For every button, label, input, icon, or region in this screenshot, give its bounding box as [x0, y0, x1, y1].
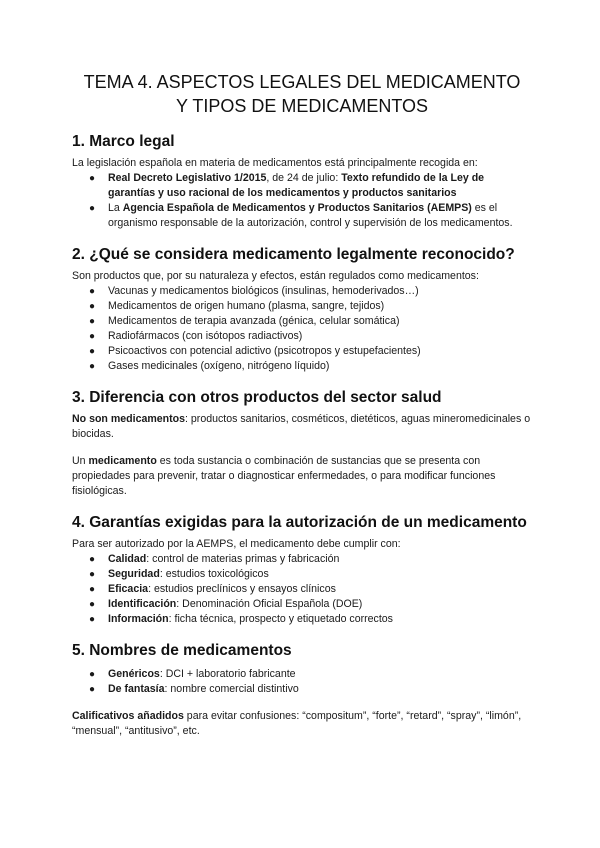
document-title [72, 70, 532, 118]
paragraph-text: : productos sanitarios, cosméticos, dietéticos, aguas mineromedicinales o biocidas. [72, 413, 531, 440]
section-heading: 4. Garantías exigidas para la autorización de un medicamento [72, 514, 527, 531]
item-bold-text: Identificación [108, 598, 177, 610]
item-text: , de 24 de julio: [266, 172, 342, 184]
item-bold-text: Genéricos [108, 668, 160, 680]
list-item [72, 201, 532, 231]
paragraph-text: Un [72, 455, 89, 467]
bullet-list [72, 284, 532, 374]
section-heading: 3. Diferencia con otros productos del sector salud [72, 389, 442, 406]
section-intro: Son productos que, por su naturaleza y efectos, están regulados como medicamentos: [72, 270, 479, 282]
section-nombres [72, 641, 532, 739]
item-bold-text: Información [108, 613, 169, 625]
section-medicamento-reconocido [72, 245, 532, 374]
section-marco-legal [72, 132, 532, 231]
bullet-list [72, 552, 532, 627]
bullet-icon: ● [89, 569, 96, 580]
bullet-icon: ● [89, 173, 96, 184]
bold-text: No son medicamentos [72, 413, 186, 425]
item-text: : DCI + laboratorio fabricante [159, 668, 296, 680]
bullet-list [72, 667, 532, 697]
bullet-icon: ● [89, 614, 96, 625]
item-bold-text: Calidad [108, 553, 147, 565]
list-item [72, 597, 532, 612]
item-text: : estudios toxicológicos [159, 568, 269, 580]
list-item [72, 667, 532, 682]
list-item [72, 171, 532, 201]
list-item [72, 582, 532, 597]
item-text: es el organismo responsable de la autorización, control y supervisión de los medicamentos. [108, 202, 513, 229]
list-item [72, 299, 532, 314]
list-item [72, 314, 532, 329]
item-bold-text: Real Decreto Legislativo 1/2015 [108, 172, 267, 184]
bullet-icon: ● [89, 669, 96, 680]
document-page [72, 70, 532, 753]
item-text: Medicamentos de terapia avanzada (génica, celular somática) [108, 315, 400, 327]
item-text: Gases medicinales (oxígeno, nitrógeno líquido) [108, 360, 330, 372]
paragraph-text: para evitar confusiones: “compositum”, “forte”, “retard”, “spray”, “limón”, “mensual”, “antitusivo”, etc. [72, 710, 522, 737]
bullet-icon: ● [89, 203, 96, 214]
item-text: Vacunas y medicamentos biológicos (insulinas, hemoderivados…) [108, 285, 419, 297]
bullet-icon: ● [89, 554, 96, 565]
title-line-1: TEMA 4. ASPECTOS LEGALES DEL MEDICAMENTO [83, 72, 521, 92]
item-text: Psicoactivos con potencial adictivo (psicotropos y estupefacientes) [108, 345, 421, 357]
paragraph [72, 454, 532, 499]
bullet-icon: ● [89, 584, 96, 595]
bullet-icon: ● [89, 301, 96, 312]
item-bold-text: Agencia Española de Medicamentos y Productos Sanitarios (AEMPS) [122, 202, 472, 214]
bold-text: Calificativos añadidos [72, 710, 184, 722]
list-item [72, 682, 532, 697]
section-heading: 2. ¿Qué se considera medicamento legalmente reconocido? [72, 246, 515, 263]
list-item [72, 359, 532, 374]
item-text: : Denominación Oficial Española (DOE) [176, 598, 363, 610]
paragraph [72, 412, 532, 442]
item-text: : estudios preclínicos y ensayos clínicos [148, 583, 336, 595]
item-text: : control de materias primas y fabricación [146, 553, 340, 565]
bullet-icon: ● [89, 684, 96, 695]
item-text: Radiofármacos (con isótopos radiactivos) [108, 330, 303, 342]
list-item [72, 329, 532, 344]
list-item [72, 612, 532, 627]
list-item [72, 344, 532, 359]
paragraph [72, 709, 532, 739]
bullet-list [72, 171, 532, 231]
section-diferencia [72, 388, 532, 499]
bullet-icon: ● [89, 286, 96, 297]
bold-text: medicamento [88, 455, 157, 467]
bullet-icon: ● [89, 361, 96, 372]
item-text: : nombre comercial distintivo [164, 683, 299, 695]
section-garantias [72, 513, 532, 627]
list-item [72, 567, 532, 582]
item-bold-text: Eficacia [108, 583, 149, 595]
section-intro: Para ser autorizado por la AEMPS, el medicamento debe cumplir con: [72, 538, 401, 550]
list-item [72, 552, 532, 567]
bullet-icon: ● [89, 346, 96, 357]
section-intro: La legislación española en materia de medicamentos está principalmente recogida en: [72, 157, 478, 169]
section-heading: 1. Marco legal [72, 133, 175, 150]
bullet-icon: ● [89, 599, 96, 610]
section-heading: 5. Nombres de medicamentos [72, 642, 292, 659]
item-text: : ficha técnica, prospecto y etiquetado correctos [168, 613, 393, 625]
paragraph-text: es toda sustancia o combinación de sustancias que se presenta con propiedades para prevenir, tratar o diagnosticar enfermedades, o para modificar funciones fisiológicas. [72, 455, 496, 497]
bullet-icon: ● [89, 331, 96, 342]
bullet-icon: ● [89, 316, 96, 327]
title-line-2: Y TIPOS DE MEDICAMENTOS [175, 96, 429, 116]
list-item [72, 284, 532, 299]
item-text: La [108, 202, 123, 214]
item-text: Medicamentos de origen humano (plasma, sangre, tejidos) [108, 300, 385, 312]
item-bold-text: Texto refundido de la Ley de garantías y uso racional de los medicamentos y productos sanitarios [108, 172, 485, 199]
item-bold-text: Seguridad [108, 568, 160, 580]
item-bold-text: De fantasía [108, 683, 165, 695]
